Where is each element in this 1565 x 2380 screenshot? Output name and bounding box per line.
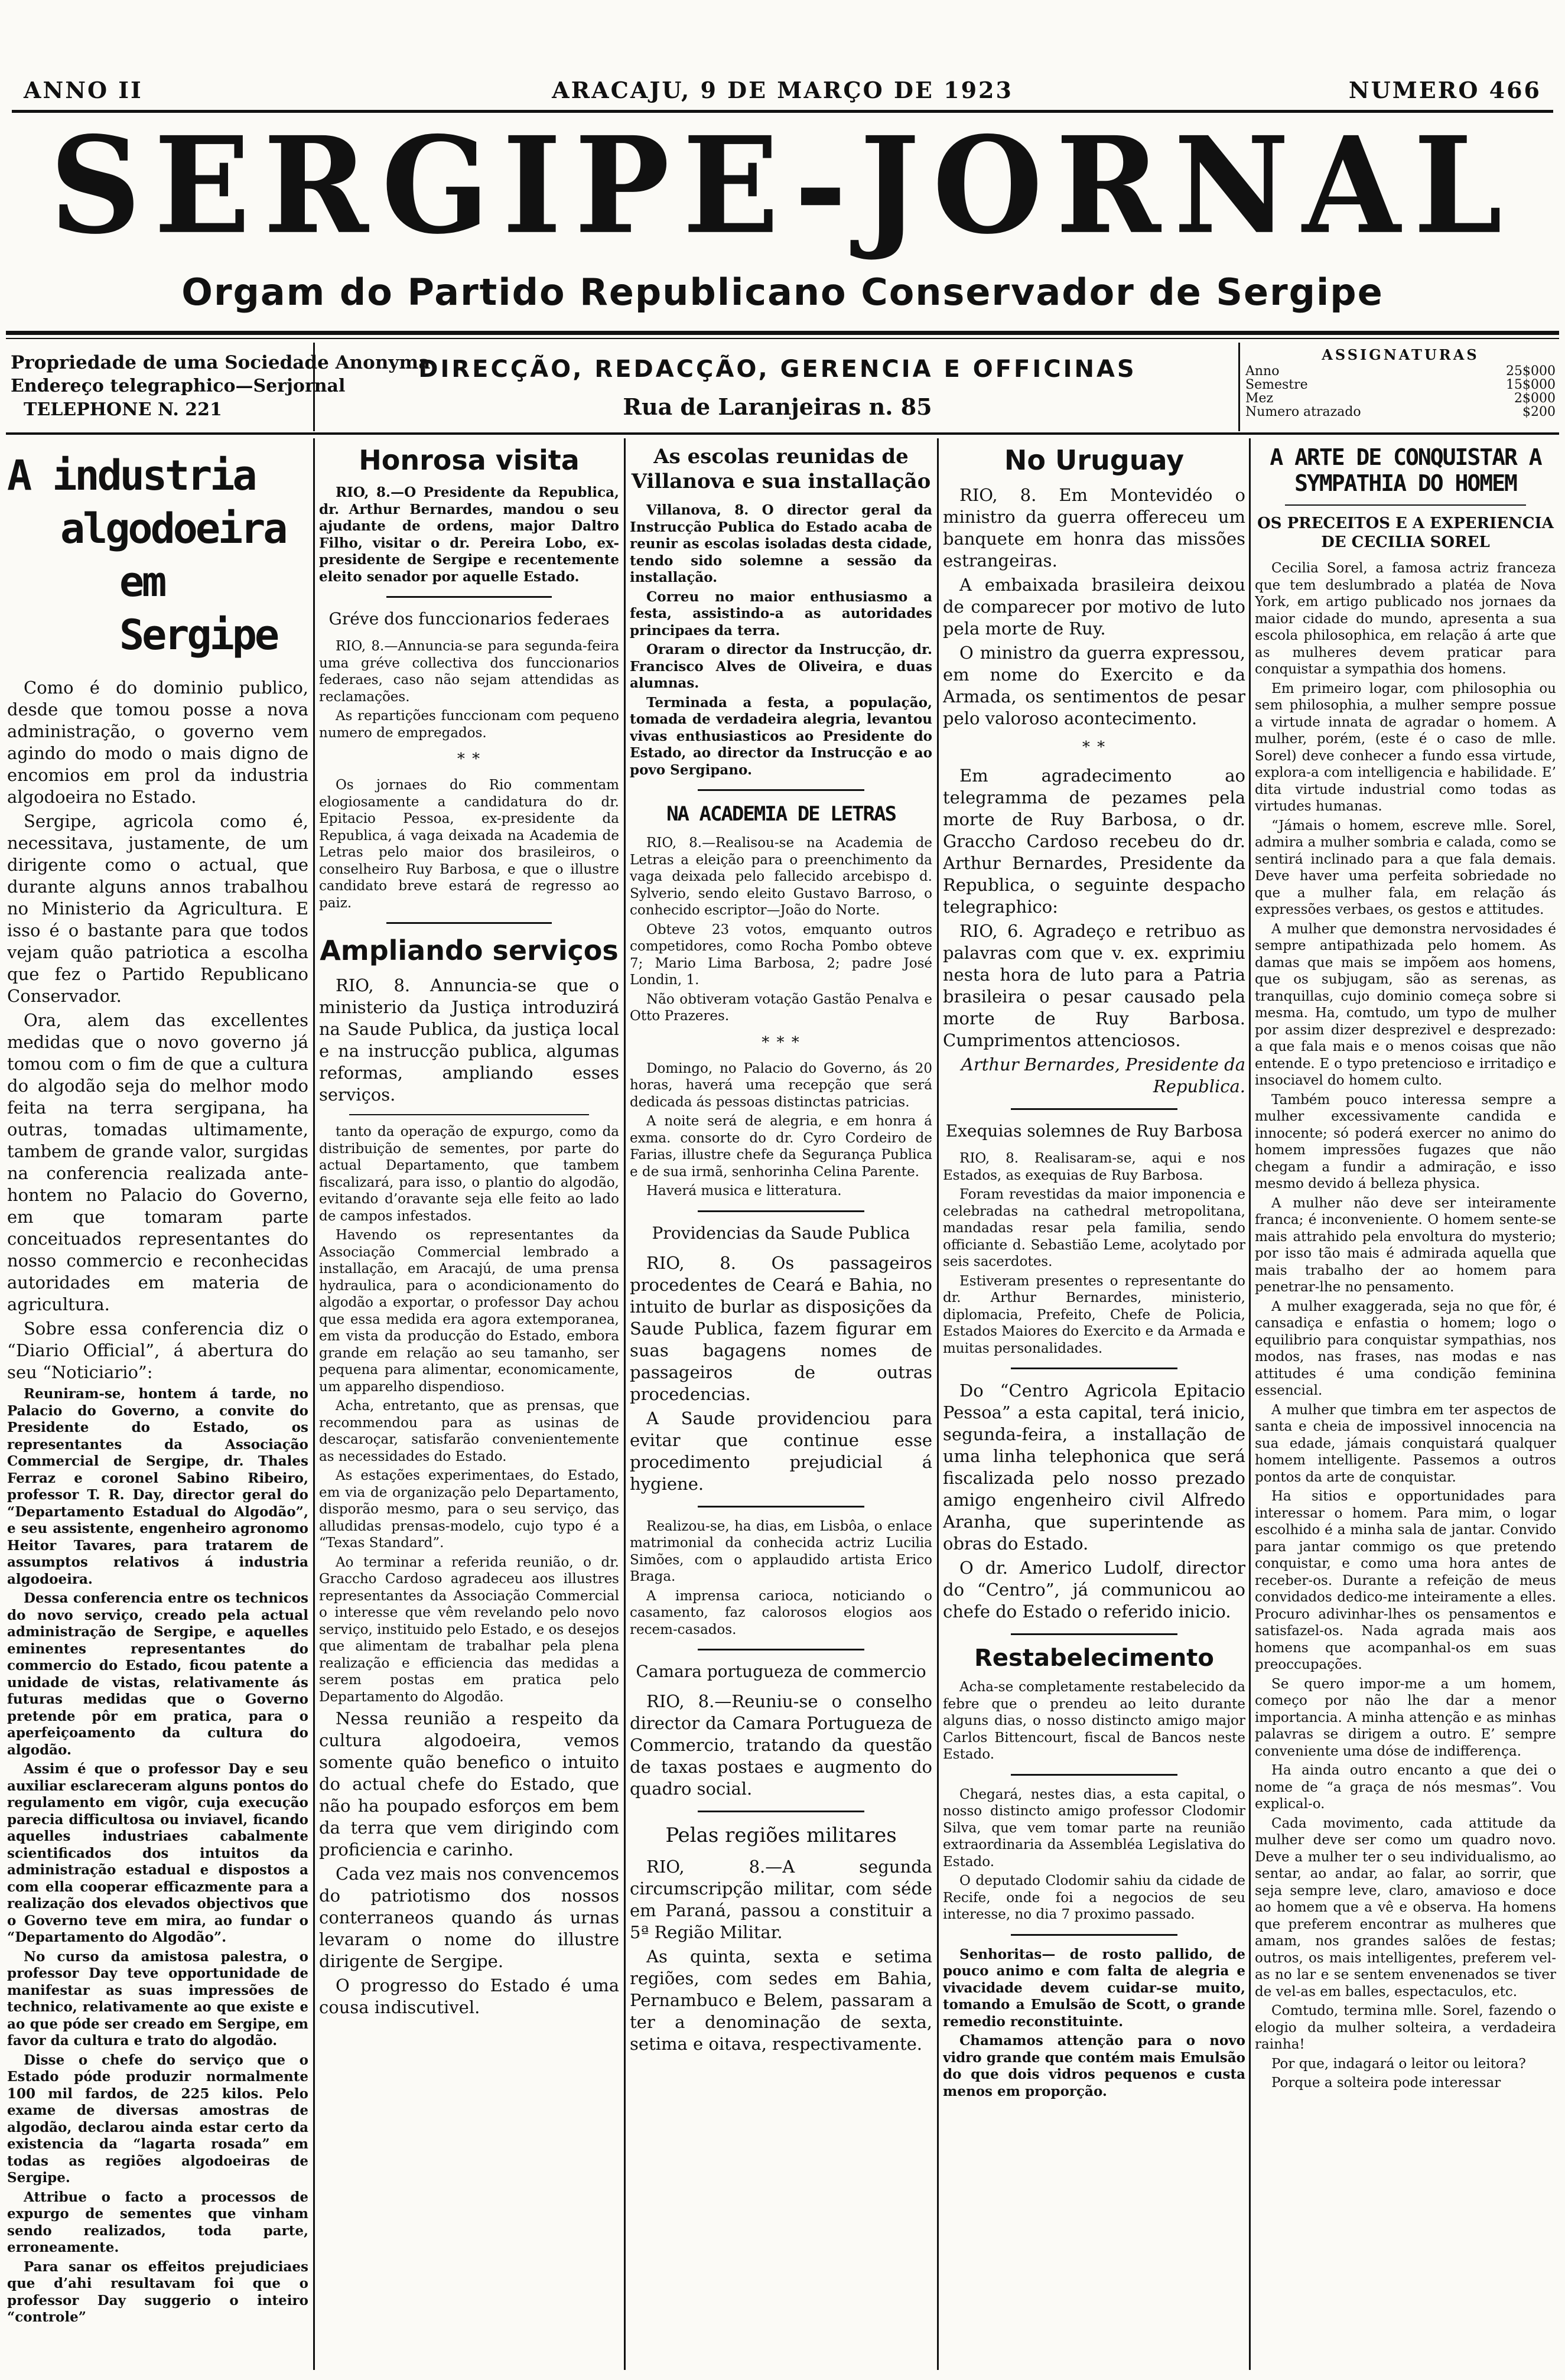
paragraph: Ora, alem das excellentes medidas que o novo governo já tomou com o fim de que a cultura do algodão seja do melhor modo feita na terra sergipana, ha outras, tomadas ultimamente, tambem de grande valor, surgidas na conferencia realizada ante-hontem no Palacio do Governo, em que tomaram parte conceituados representantes do nosso commercio e reconhecidas autoridades em materia de agricultura. — [7, 1010, 308, 1314]
paragraph: Ao terminar a referida reunião, o dr. Graccho Cardoso agradeceu aos illustres representantes da Associação Commercial o interesse que vêm revelando pelo novo serviço, instituido pelo Estado, e os desejos que alimentam de trabalhar pela plena realização e efficiencia das medidas a serem postas em pratica pelo Departamento do Algodão. — [319, 1554, 619, 1705]
paragraph: O ministro da guerra expressou, em nome do Exercito e da Armada, os sentimentos de pesar pelo valoroso acontecimento. — [943, 643, 1245, 728]
paragraph: Sergipe, agricola como é, necessitava, justamente, de um dirigente como o actual, que durante alguns annos trabalhou no Ministerio da Agricultura. E isso é o bastante para que todos vejam quão patriotica a escolha que fez o Partido Republicano Conservador. — [7, 811, 308, 1006]
newspaper-title: SERGIPE-JORNAL — [50, 108, 1515, 264]
paragraph: Reuniram-se, hontem á tarde, no Palacio do Governo, a convite do Presidente do Estado, os representantes da Associação Commercial de Sergipe, dr. Thales Ferraz e coronel Sabino Ribeiro, professor T. R. Day, director geral do “Departamento Estadual do Algodão”, e seu assistente, engenheiro agronomo Heitor Tavares, para tratarem de assumptos relativos á industria algodoeira. — [7, 1386, 308, 1587]
paragraph: Realizou-se, ha dias, em Lisbôa, o enlace matrimonial da conhecida actriz Lucilia Simões, com o applaudido artista Erico Braga. — [630, 1518, 932, 1584]
paragraph: “Jámais o homem, escreve mlle. Sorel, admira a mulher sombria e calada, como se sentirá inclinado para a que fala demais. Deve haver uma perfeita sobriedade no que a mulher fala, em relação ás expressões verbaes, os gestos e attitudes. — [1255, 818, 1556, 917]
paragraph: Obteve 23 votos, emquanto outros competidores, como Rocha Pombo obteve 7; Mario Lima Barbosa, 2; padre José Londin, 1. — [630, 922, 932, 988]
separator — [386, 922, 551, 924]
paragraph: Para sanar os effeitos prejudiciaes que d’ahi resultavam foi que o professor Day suggerio o inteiro “controle” — [7, 2258, 308, 2325]
paragraph: Em agradecimento ao telegramma de pezames pela morte de Ruy Barbosa, o dr. Graccho Cardoso recebeu do dr. Arthur Bernardes, Presidente da Republica, o seguinte despacho telegraphico: — [943, 766, 1245, 917]
divider — [6, 338, 1559, 339]
separator — [1011, 1633, 1177, 1635]
column-rule — [624, 438, 626, 2370]
paragraph: Correu no maior enthusiasmo a festa, assistindo-a as autoridades principaes da terra. — [630, 588, 932, 639]
subscriptions-heading: ASSIGNATURAS — [1322, 346, 1479, 363]
divider — [6, 432, 1559, 435]
paragraph: A mulher exaggerada, seja no que fôr, é cansadiça e enfastia o homem; logo o equilibrio para conquistar sympathias, nos modos, nas frases, nas modas e nas attitudes é uma condição feminina essencial. — [1255, 1298, 1556, 1398]
paragraph: As estações experimentaes, do Estado, em via de organização pelo Departamento, disporão mesmo, para o seu serviço, das alludidas prensas-modelo, cujo typo é a “Texas Standard”. — [319, 1468, 619, 1551]
separator — [1285, 504, 1526, 506]
separator — [1011, 1774, 1177, 1776]
issue-number: NUMERO 466 — [1348, 77, 1541, 103]
direction-heading: DIRECÇÃO, REDACÇÃO, GERENCIA E OFFICINAS — [418, 356, 1137, 383]
paragraph: Também pouco interessa sempre a mulher excessivamente candida e innocente; só poderá exercer no animo do homem impressões fugazes que não chegam a fundir a admiração, e isso mesmo devido á belleza physica. — [1255, 1092, 1556, 1191]
paragraph: RIO, 8.—A segunda circumscripção militar, com séde em Paraná, passou a constituir a 5ª Região Militar. — [630, 1857, 932, 1942]
paragraph: Chegará, nestes dias, a esta capital, o nosso distincto amigo professor Clodomir Silva, que vem tomar parte na reunião extraordinaria da Assembléa Legislativa do Estado. — [943, 1786, 1245, 1870]
paragraph: A mulher que demonstra nervosidades é sempre antipathizada pelo homem. As damas que mais se impõem aos homens, que os subjugam, são as serenas, as tranquillas, cujo dominio começa sobre si mesma. Ha, comtudo, um typo de mulher por assim dizer desprezivel e desprezado: a que fala mais e o menos coisas que não entende. E o typo pretencioso e irritadiço e insociavel do homem culto. — [1255, 921, 1556, 1088]
paragraph: RIO, 8.—Annuncia-se para segunda-feira uma gréve collectiva dos funccionarios federaes, caso não sejam attendidas as reclamações. — [319, 639, 619, 705]
paragraph: Não obtiveram votação Gastão Penalva e Otto Prazeres. — [630, 991, 932, 1024]
paragraph: Do “Centro Agricola Epitacio Pessoa” a esta capital, terá inicio, segunda-feira, a installação de uma linha telephonica que será fiscalizada pelo nosso prezado amigo engenheiro civil Alfredo Aranha, que superintende as obras do Estado. — [943, 1381, 1245, 1554]
column-5 — [1255, 438, 1556, 2370]
paragraph: A Saude providenciou para evitar que continue esse procedimento prejudicial á hygiene. — [630, 1408, 932, 1494]
paragraph: No curso da amistosa palestra, o professor Day teve opportunidade de manifestar as suas impressões de technico, relativamente ao que existe e ao que póde ser creado em Sergipe, em favor da cultura e trato do algodão. — [7, 1948, 308, 2049]
subheadline: OS PRECEITOS E A EXPERIENCIA DE CECILIA SOREL — [1257, 515, 1554, 551]
paragraph: Ha sitios e opportunidades para interessar o homem. Para mim, o logar escolhido é a minha sala de jantar. Convido para jantar commigo os que pretendo conquistar, e como uma hora antes de receber-os. Durante a refeição de meus convidados dedico-me inteiramente a elles. Procuro adivinhar-lhes os pensamentos e satisfazel-os. Nada agrada mais aos homens que acompanhal-os em suas preoccupações. — [1255, 1489, 1556, 1672]
direction-box — [317, 343, 1240, 431]
paragraph: Cada vez mais nos convencemos do patriotismo dos nossos conterraneos quando ás urnas levaram o nome do illustre dirigente de Sergipe. — [319, 1864, 619, 1971]
subscriptions-box — [1242, 343, 1559, 431]
paragraph: Assim é que o professor Day e seu auxiliar esclareceram alguns pontos do regulamento em vigôr, cuja execução parecia difficultosa ou inviavel, ficando aquelles industriaes cabalmente scientificados dos intuitos da administração estadual e dispostos a com ella cooperar efficazmente para a realização dos elevados objectivos que o Governo teve em mira, ao fundar o “Departamento do Algodão”. — [7, 1761, 308, 1945]
paragraph: RIO, 8. Em Montevidéo o ministro da guerra offereceu um banquete em honra das missões estrangeiras. — [943, 485, 1245, 571]
telegraph-address: Endereço telegraphico—Serjornal — [11, 376, 346, 396]
place-date: ARACAJU, 9 DE MARÇO DE 1923 — [552, 77, 1013, 103]
paragraph: Terminada a festa, a população, tomada de verdadeira alegria, levantou vivas enthusiasticos ao Presidente do Estado, ao director da Instrucção e ao povo Sergipano. — [630, 694, 932, 778]
separator — [698, 1811, 864, 1812]
subscription-row — [1242, 392, 1559, 405]
headline: NA ACADEMIA DE LETRAS — [666, 802, 896, 826]
paragraph: RIO, 8. Realisaram-se, aqui e nos Estados, as exequias de Ruy Barbosa. — [943, 1151, 1245, 1183]
column-3 — [630, 438, 932, 2370]
ornament: * * — [457, 750, 481, 768]
subscription-value: 25$000 — [1506, 364, 1556, 379]
paragraph: A noite será de alegria, e em honra á exma. consorte do dr. Cyro Cordeiro de Farias, illustre chefe da Segurança Publica e de sua irmã, senhorinha Celina Parente. — [630, 1114, 932, 1180]
column-rule — [313, 438, 315, 2370]
headline: Honrosa visita — [359, 444, 580, 476]
paragraph: RIO, 8. Annuncia-se que o ministerio da Justiça introduzirá na Saude Publica, da justiça local e na instrucção publica, algumas reformas, ampliando esses serviços. — [319, 975, 619, 1105]
info-strip — [6, 343, 1559, 431]
headline: Ampliando serviços — [320, 935, 619, 966]
paragraph: Estiveram presentes o representante do dr. Arthur Bernardes, ministerio, diplomacia, Prefeito, Chefe de Policia, Estados Maiores do Exercito e da Armada e muitas personalidades. — [943, 1273, 1245, 1356]
separator — [698, 1649, 864, 1650]
paragraph: As repartições funccionam com pequeno numero de empregados. — [319, 708, 619, 741]
paragraph: Como é do dominio publico, desde que tomou posse a nova administração, o governo vem agindo do modo o mais digno de encomios em prol da industria algodoeira no Estado. — [7, 678, 308, 807]
paragraph: A mulher que timbra em ter aspectos de santa e cheia de impossivel innocencia na sua edade, jámais conquistará qualquer homem intelligente. Passemos a outros pontos da arte de conquistar. — [1255, 1402, 1556, 1485]
paragraph: Disse o chefe do serviço que o Estado póde produzir normalmente 100 mil fardos, de 225 kilos. Pelo exame de diversas amostras de algodão, declarou ainda estar certo da existencia da “lagarta rosada” em todas as regiões algodoeiras de Sergipe. — [7, 2052, 308, 2186]
paragraph: Chamamos attenção para o novo vidro grande que contém mais Emulsão do que dois vidros pequenos e custa menos em proporção. — [943, 2033, 1245, 2099]
paragraph: Domingo, no Palacio do Governo, ás 20 horas, haverá uma recepção que será dedicada ás pessoas distinctas patricias. — [630, 1060, 932, 1110]
separator — [1011, 1368, 1177, 1369]
paragraph: Senhoritas— de rosto pallido, de pouco animo e com falta de alegria e vivacidade devem cuidar-se muito, tomando a Emulsão de Scott, o grande remedio reconstituinte. — [943, 1946, 1245, 2030]
headline: Exequias solemnes de Ruy Barbosa — [945, 1121, 1243, 1141]
paragraph: tanto da operação de expurgo, como da distribuição de sementes, por parte do actual Departamento, que tambem fiscalizará, para isso, o plantio do algodão, evitando d’oravante seja elle feito ao lado de campos infestados. — [319, 1124, 619, 1224]
paragraph: Attribue o facto a processos de expurgo de sementes que vinham sendo realizados, toda parte, erroneamente. — [7, 2189, 308, 2255]
paragraph: O progresso do Estado é uma cousa indiscutivel. — [319, 1975, 619, 2017]
headline: Providencias da Saude Publica — [652, 1223, 910, 1243]
dateline — [18, 77, 1547, 112]
separator — [386, 596, 551, 598]
office-address: Rua de Laranjeiras n. 85 — [623, 393, 932, 420]
paragraph: Haverá musica e litteratura. — [646, 1183, 842, 1199]
subscription-row — [1242, 378, 1559, 392]
headline: Camara portugueza de commercio — [636, 1662, 926, 1681]
paragraph: Nessa reunião a respeito da cultura algodoeira, vemos somente quão benefico o intuito do actual chefe do Estado, que não ha poupado esforços em bem da terra que vem dirigindo com proficiencia e carinho. — [319, 1708, 619, 1860]
title-line: em Sergipe — [119, 558, 278, 659]
paragraph: A mulher não deve ser inteiramente franca; é inconveniente. O homem sente-se mais attrahido pela envoltura do mysterio; por isso tão mais é admirada aquella que mais trabalho der ao homem para penetrar-lhe no pensamento. — [1255, 1195, 1556, 1295]
paragraph: Porque a solteira pode interessar — [1271, 2075, 1501, 2091]
signature: Arthur Bernardes, Presidente da Republica. — [961, 1054, 1245, 1096]
subscriptions-table — [1242, 364, 1559, 419]
subscription-value: $200 — [1522, 405, 1556, 419]
paragraph: Por que, indagará o leitor ou leitora? — [1271, 2056, 1526, 2072]
paragraph: A imprensa carioca, noticiando o casamento, faz calorosos elogios aos recem-casados. — [630, 1588, 932, 1637]
paragraph: Em primeiro logar, com philosophia ou sem philosophia, a mulher sempre possue a virtude innata de agradar o homem. A mulher, porém, (este é o caso de mlle. Sorel) deve conhecer a fundo essa virtude, explora-a com intelligencia e habilidade. E’ dita virtude industrial como todas as virtudes humanas. — [1255, 681, 1556, 814]
separator — [349, 1114, 589, 1115]
paragraph: RIO, 8.—Reuniu-se o conselho director da Camara Portugueza de Commercio, tratando da questão de taxas postaes e augmento do quadro social. — [630, 1691, 932, 1799]
headline: Restabelecimento — [974, 1645, 1214, 1672]
subscription-label: Anno — [1245, 364, 1280, 379]
paragraph: Oraram o director da Instrucção, dr. Francisco Alves de Oliveira, e duas alumnas. — [630, 642, 932, 691]
separator — [698, 1506, 864, 1508]
paragraph: O deputado Clodomir sahiu da cidade de Recife, onde foi a negocios de seu interesse, no dia 7 proximo passado. — [943, 1873, 1245, 1922]
paragraph: RIO, 6. Agradeço e retribuo as palavras com que v. ex. exprimiu nesta hora de luto para a Patria brasileira o pesar causado pela morte de Ruy Barbosa. Cumprimentos attenciosos. — [943, 921, 1245, 1050]
subscription-label: Mez — [1245, 391, 1274, 406]
divider — [6, 331, 1559, 335]
title-line: A industria — [7, 451, 255, 500]
paragraph: Cecilia Sorel, a famosa actriz franceza que tem deslumbrado a platéa de Nova York, em artigo publicado nos jornaes da maior cidade do mundo, apresenta a sua escola philosophica, em relação á arte que as mulheres devem praticar para conquistar a sympathia dos homens. — [1255, 561, 1556, 677]
column-rule — [937, 438, 939, 2370]
subscription-row — [1242, 405, 1559, 419]
subscription-label: Numero atrazado — [1245, 405, 1361, 419]
headline: A ARTE DE CONQUISTAR A SYMPATHIA DO HOMEM — [1270, 444, 1541, 496]
headline: Gréve dos funccionarios federaes — [328, 609, 610, 629]
paragraph: Havendo os representantes da Associação Commercial lembrado a installação, em Aracajú, de uma prensa hydraulica, para o acondicionamento do algodão a exportar, o professor Day achou que essa medida era agora extemporanea, em vista da producção do Estado, embora grande em relação ao seu tamanho, ser pequena para alimentar, economicamente, um apparelho dispendioso. — [319, 1228, 619, 1395]
paragraph: Comtudo, termina mlle. Sorel, fazendo o elogio da mulher solteira, a verdadeira rainha! — [1255, 2003, 1556, 2052]
year-label: ANNO II — [24, 77, 143, 103]
newspaper-subtitle: Orgam do Partido Republicano Conservador de Sergipe — [181, 271, 1384, 314]
article-title-cotton-industry — [7, 449, 308, 662]
separator — [1011, 1934, 1177, 1936]
paragraph: Se quero impor-me a um homem, começo por não lhe dar a menor importancia. A minha attenção e as minhas palavras se dirigem a outro. E’ sempre conveniente uma dóse de indifferença. — [1255, 1676, 1556, 1759]
subscription-value: 15$000 — [1506, 377, 1556, 392]
paragraph: A embaixada brasileira deixou de comparecer por motivo de luto pela morte de Ruy. — [943, 575, 1245, 639]
telephone-number: TELEPHONE N. 221 — [24, 399, 222, 420]
paragraph: Cada movimento, cada attitude da mulher deve ser como um quadro novo. Deve a mulher ter o seu individualismo, ao sentar, ao andar, ao falar, ao sorrir, que seja sempre leve, claro, amavioso e doce ao homem que a vê e observa. Ha homens que preferem encontrar as mulheres que amam, nos grandes salões de festas; outros, os mais intelligentes, preferem vel-as no lar e se sentem envenenados se tiver de vel-as em balles, espectaculos, etc. — [1255, 1815, 1556, 2000]
column-4 — [943, 438, 1245, 2370]
paragraph: Foram revestidas da maior imponencia e celebradas na cathedral metropolitana, mandadas resar pela familia, sendo officiante d. Sebastião Leme, acolytado por seis sacerdotes. — [943, 1187, 1245, 1269]
paragraph: O dr. Americo Ludolf, director do “Centro”, já communicou ao chefe do Estado o referido inicio. — [943, 1558, 1245, 1622]
separator — [1011, 1108, 1177, 1110]
headline: No Uruguay — [1004, 444, 1185, 476]
paragraph: RIO, 8.—O Presidente da Republica, dr. Arthur Bernardes, mandou o seu ajudante de ordens, major Daltro Filho, visitar o dr. Pereira Lobo, ex-presidente de Sergipe e recentemente eleito senador por aquelle Estado. — [319, 484, 619, 585]
paragraph: Villanova, 8. O director geral da Instrucção Publica do Estado acaba de reunir as escolas isoladas desta cidade, tendo sido solemne a sessão da installação. — [630, 502, 932, 585]
owner-text: Propriedade de uma Sociedade Anonyma — [11, 352, 431, 373]
paragraph: Sobre essa conferencia diz o “Diario Official”, á abertura do seu “Noticiario”: — [7, 1318, 308, 1382]
paragraph: As quinta, sexta e setima regiões, com sedes em Bahia, Pernambuco e Belem, passaram a ter a denominação de sexta, setima e oitava, respectivamente. — [630, 1946, 932, 2054]
paragraph: Acha-se completamente restabelecido da febre que o prendeu ao leito durante alguns dias, o nosso distincto amigo major Carlos Bittencourt, fiscal de Bancos neste Estado. — [943, 1679, 1245, 1762]
separator — [698, 1210, 864, 1212]
subscription-label: Semestre — [1245, 377, 1308, 392]
separator — [698, 789, 864, 791]
subscription-row — [1242, 364, 1559, 378]
paragraph: Acha, entretanto, que as prensas, que recommendou para as usinas de descaroçar, satisfarão convenientemente as necessidades do Estado. — [319, 1398, 619, 1464]
paragraph: Dessa conferencia entre os technicos do novo serviço, creado pela actual administração de Sergipe, e aquelles eminentes representantes do commercio do Estado, ficou patente a unidade de vistas, relativamente ás futuras medidas que o Governo pretende pôr em pratica, para o aperfeiçoamento da cultura do algodão. — [7, 1590, 308, 1758]
paragraph: Os jornaes do Rio commentam elogiosamente a candidatura do dr. Epitacio Pessoa, ex-presidente da Republica, á vaga deixada na Academia de Letras pelo maior dos brasileiros, o conselheiro Ruy Barbosa, e que o illustre candidato breve estará de regresso ao paiz. — [319, 777, 619, 911]
column-2 — [319, 438, 619, 2370]
column-1 — [7, 438, 308, 2370]
title-line: algodoeira — [60, 504, 286, 553]
ornament: * * * — [762, 1033, 801, 1051]
headline: Pelas regiões militares — [665, 1824, 897, 1847]
headline: As escolas reunidas de Villanova e sua installação — [631, 445, 931, 493]
ornament: * * — [1082, 738, 1107, 756]
paragraph: RIO, 8.—Realisou-se na Academia de Letras a eleição para o preenchimento da vaga deixada pelo fallecido arcebispo d. Sylverio, sendo eleito Gustavo Barroso, o conhecido escriptor—João do Norte. — [630, 835, 932, 918]
subscription-value: 2$000 — [1514, 391, 1556, 406]
paragraph: Ha ainda outro encanto a que dei o nome de “a graça de nós mesmas”. Vou explical-o. — [1255, 1763, 1556, 1812]
column-rule — [1249, 438, 1251, 2370]
owner-box — [6, 343, 431, 431]
paragraph: RIO, 8. Os passageiros procedentes de Ceará e Bahia, no intuito de burlar as disposições da Saude Publica, fazem figurar em suas bagagens nomes de passageiros de outras procedencias. — [630, 1252, 932, 1404]
